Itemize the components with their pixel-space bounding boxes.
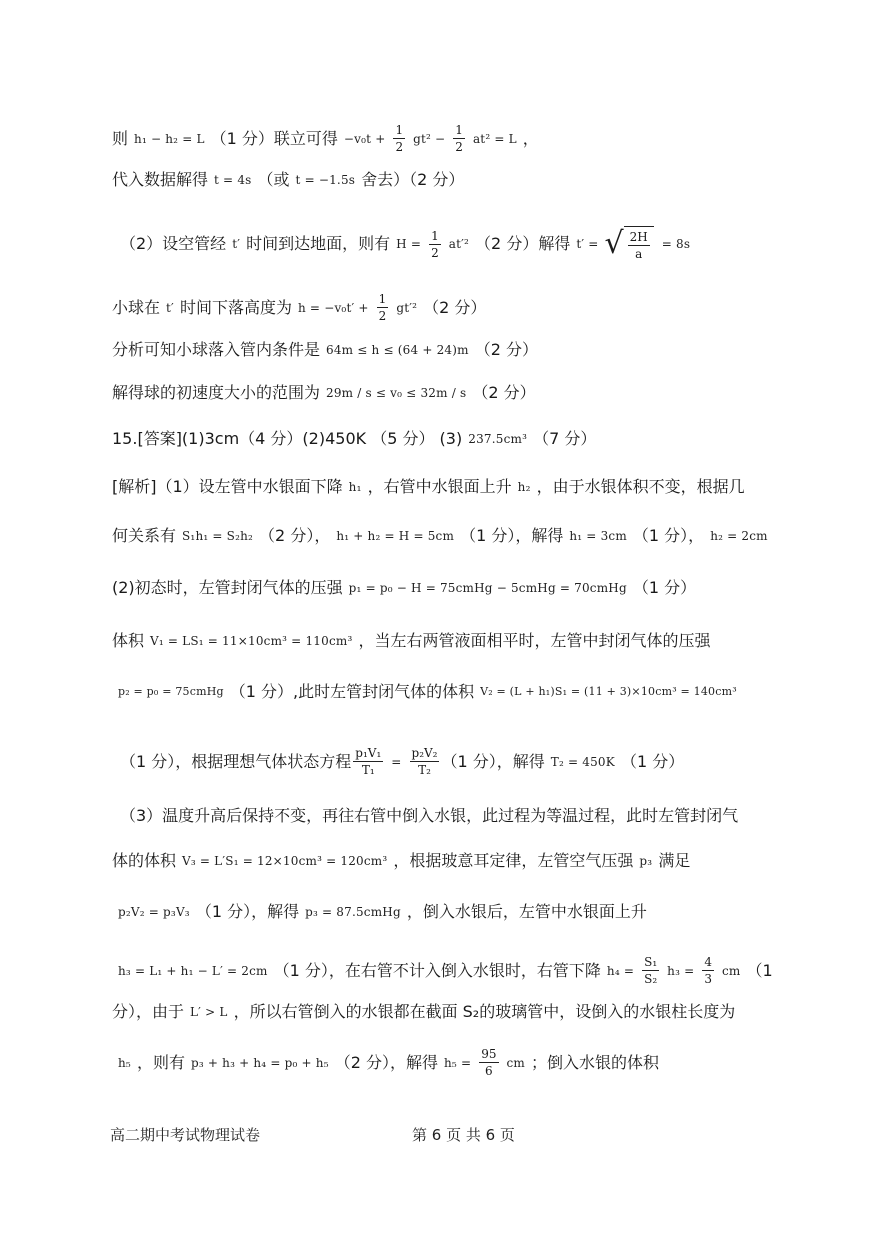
equation: p₃ xyxy=(639,854,653,868)
solution-line-6 xyxy=(112,382,827,404)
equation: p₃ = 87.5cmHg xyxy=(305,905,401,919)
analysis-line-12 xyxy=(112,1046,827,1079)
equation: h₃ = L₁ + h₁ − L′ = 2cm xyxy=(118,963,268,978)
text: 解得球的初速度大小的范围为 xyxy=(112,383,321,402)
solution-line-3 xyxy=(120,226,827,262)
text: （2 分）， xyxy=(259,526,331,545)
solution-line-5 xyxy=(112,339,827,361)
solution-line-4 xyxy=(112,291,827,324)
text: （2 分） xyxy=(472,383,536,402)
equation: T₂ = 450K xyxy=(550,754,615,769)
analysis-line-2 xyxy=(112,525,827,547)
equation: p₂V₂ = p₃V₃ xyxy=(118,905,190,919)
equation: h₁ + h₂ = H = 5cm xyxy=(336,529,455,543)
fraction: $\frac{\text{p₁V₁}}{\text{T₁}}$ xyxy=(355,746,382,777)
text: 时间到达地面，则有 xyxy=(246,234,391,253)
text: （1 分）联立可得 xyxy=(210,128,338,148)
fraction: $\frac{1}{2}$ xyxy=(431,228,439,260)
text: （1 分），根据理想气体状态方程 xyxy=(120,751,352,771)
text: ，右管中水银面上升 xyxy=(367,477,512,496)
equation: cm xyxy=(722,963,741,978)
text: 舍去）（2 分） xyxy=(361,170,465,189)
analysis-line-10 xyxy=(112,954,827,987)
equation: h₄ = xyxy=(606,963,635,978)
equation: h₂ xyxy=(517,480,531,494)
text: （1 分），解得 xyxy=(441,751,545,771)
equation: V₁ = LS₁ = 11×10cm³ = 110cm³ xyxy=(150,634,353,648)
solution-line-2 xyxy=(112,169,827,191)
equation: t = −1.5s xyxy=(295,173,356,187)
fraction: $\frac{4}{3}$ xyxy=(704,955,713,986)
text: （2）设空管经 xyxy=(120,234,227,253)
equation: V₂ = (L + h₁)S₁ = (11 + 3)×10cm³ = 140cm³ xyxy=(480,685,737,698)
answer-line-15 xyxy=(112,428,827,450)
text: ，根据玻意耳定律，左管空气压强 xyxy=(393,851,634,870)
equation: at² = L xyxy=(472,131,517,146)
equation: = xyxy=(391,754,402,769)
footer-exam-title: 高二期中考试物理试卷 xyxy=(110,1126,261,1144)
text: 时间下落高度为 xyxy=(179,297,292,317)
equation: at′² xyxy=(448,237,470,251)
fraction: $\frac{1}{2}$ xyxy=(455,123,463,154)
fraction: $\frac{\text{S₁}}{\text{S₂}}$ xyxy=(644,955,658,986)
text: （2 分）解得 xyxy=(475,234,571,253)
equation: h = −v₀t′ + xyxy=(297,300,369,315)
text: ，则有 xyxy=(136,1052,185,1072)
equation: h₅ = xyxy=(444,1055,472,1070)
solution-line-1 xyxy=(112,122,827,155)
fraction: $\frac{95}{6}$ xyxy=(481,1047,497,1078)
text: （或 xyxy=(257,170,290,189)
fraction: $\frac{1}{2}$ xyxy=(395,123,404,154)
text: ，当左右两管液面相平时，左管中封闭气体的压强 xyxy=(358,631,711,650)
equation: h₂ = 2cm xyxy=(710,529,768,543)
fraction: $\frac{2H}{a}$ xyxy=(624,226,654,262)
analysis-line-9 xyxy=(112,901,827,923)
text: 则 xyxy=(112,128,129,148)
equation: h₃ = xyxy=(667,963,695,978)
text: [解析]（1）设左管中水银面下降 xyxy=(112,477,343,496)
equation: t′ xyxy=(166,300,174,315)
text: 15.[答案](1)3cm（4 分）(2)450K （5 分） (3) xyxy=(112,429,463,448)
text: 体的体积 xyxy=(112,851,177,870)
text: （1 分），解得 xyxy=(460,526,564,545)
text: ，倒入水银后，左管中水银面上升 xyxy=(406,902,647,921)
text: （1 分）,此时左管封闭气体的体积 xyxy=(229,682,475,701)
text: （1 分）， xyxy=(632,526,705,545)
text: （3）温度升高后保持不变，再往右管中倒入水银，此过程为等温过程，此时左管封闭气 xyxy=(120,806,739,825)
analysis-line-8 xyxy=(112,850,827,872)
text: 满足 xyxy=(658,851,691,870)
text: （1 分） xyxy=(620,751,685,771)
equation: L′ > L xyxy=(190,1005,228,1019)
analysis-line-6 xyxy=(120,745,827,778)
text: 分），由于 xyxy=(112,1002,185,1021)
text: ；倒入水银的体积 xyxy=(531,1052,660,1072)
equation: 64m ≤ h ≤ (64 + 24)m xyxy=(326,343,469,357)
footer-page-number: 第 6 页 共 6 页 xyxy=(412,1126,515,1144)
analysis-line-3 xyxy=(112,577,827,599)
equation: 237.5cm³ xyxy=(468,432,528,446)
analysis-line-4 xyxy=(112,630,827,652)
text: 代入数据解得 xyxy=(112,170,209,189)
analysis-line-11 xyxy=(112,1001,827,1023)
equation: p₁ = p₀ − H = 75cmHg − 5cmHg = 70cmHg xyxy=(348,581,627,595)
analysis-line-5 xyxy=(112,681,827,703)
equation: h₁ = 3cm xyxy=(569,529,627,543)
equation: t = 4s xyxy=(214,173,252,187)
fraction: $\frac{\text{p₂V₂}}{\text{T₂}}$ xyxy=(411,746,438,777)
equation: h₁ xyxy=(348,480,362,494)
text: （1 分），在右管不计入倒入水银时，右管下降 xyxy=(273,960,601,980)
equation: t′ = xyxy=(576,237,599,251)
text: （2 分），解得 xyxy=(334,1052,438,1072)
text: （1 分），解得 xyxy=(195,902,300,921)
equation: 29m / s ≤ v₀ ≤ 32m / s xyxy=(326,386,467,400)
text: (2)初态时，左管封闭气体的压强 xyxy=(112,578,343,597)
text: 体积 xyxy=(112,631,145,650)
equation: gt² − xyxy=(413,131,446,146)
equation: h₅ xyxy=(118,1055,131,1070)
equation: h₁ − h₂ = L xyxy=(134,131,205,146)
text: ，所以右管倒入的水银都在截面 S₂的玻璃管中，设倒入的水银柱长度为 xyxy=(233,1002,736,1021)
text: （2 分） xyxy=(474,340,539,359)
equation: t′ xyxy=(232,237,241,251)
equation: −v₀t + xyxy=(343,131,386,146)
text: （2 分） xyxy=(423,297,487,317)
equation: p₂ = p₀ = 75cmHg xyxy=(118,685,224,698)
analysis-line-7 xyxy=(120,805,827,827)
text: 小球在 xyxy=(112,297,161,317)
equation: S₁h₁ = S₂h₂ xyxy=(182,529,254,543)
equation: cm xyxy=(506,1055,525,1070)
equation: H = xyxy=(396,237,422,251)
text: ，由于水银体积不变，根据几 xyxy=(536,477,745,496)
square-root: √ $\frac{2H}{a}$ xyxy=(605,226,656,262)
text: 何关系有 xyxy=(112,526,177,545)
analysis-line-1 xyxy=(112,476,827,498)
text: 分析可知小球落入管内条件是 xyxy=(112,340,321,359)
text: ， xyxy=(522,128,539,148)
equation: p₃ + h₃ + h₄ = p₀ + h₅ xyxy=(190,1055,329,1070)
text: （7 分） xyxy=(533,429,597,448)
equation: V₃ = L′S₁ = 12×10cm³ = 120cm³ xyxy=(182,854,388,868)
text: （1 xyxy=(746,960,773,980)
equation: gt′² xyxy=(396,300,418,315)
equation: = 8s xyxy=(661,237,691,251)
text: （1 分） xyxy=(632,578,697,597)
fraction: $\frac{1}{2}$ xyxy=(378,292,387,323)
